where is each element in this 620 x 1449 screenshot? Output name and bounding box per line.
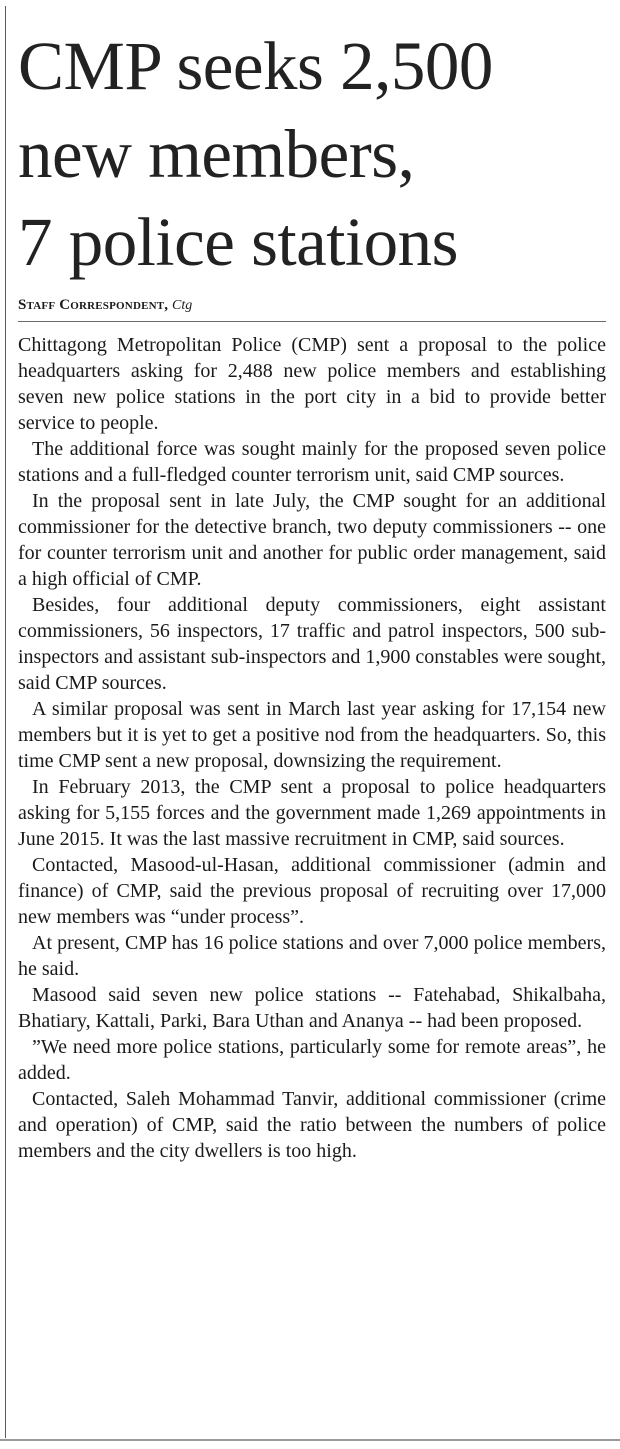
paragraph: Contacted, Saleh Mohammad Tanvir, additional commissioner (crime and operation) of CMP, said the ratio between the numbers of police members and the city dwellers is too high. bbox=[18, 1088, 606, 1162]
paragraph: A similar proposal was sent in March last year asking for 17,154 new members but it is yet to get a positive nod from the headquarters. So, this time CMP sent a new proposal, downsizing the requirement. bbox=[18, 698, 606, 772]
paragraph: Besides, four additional deputy commissioners, eight assistant commissioners, 56 inspectors, 17 traffic and patrol inspectors, 500 sub-inspectors and assistant sub-inspectors and 1,900 constables were sought, said CMP sources. bbox=[18, 594, 606, 694]
byline bbox=[18, 294, 606, 316]
byline-divider bbox=[18, 321, 606, 322]
paragraph: Chittagong Metropolitan Police (CMP) sent a proposal to the police headquarters asking for 2,488 new police members and establishing seven new police stations in the port city in a bid to provide better service to people. bbox=[18, 334, 606, 434]
paragraph: In February 2013, the CMP sent a proposal to police headquarters asking for 5,155 forces and the government made 1,269 appointments in June 2015. It was the last massive recruitment in CMP, said sources. bbox=[18, 776, 606, 850]
column-rule-left bbox=[5, 6, 6, 1438]
paragraph: Masood said seven new police stations -- Fatehabad, Shikalbaha, Bhatiary, Kattali, Parki, Bara Uthan and Ananya -- had been proposed. bbox=[18, 984, 606, 1032]
paragraph: At present, CMP has 16 police stations and over 7,000 police members, he said. bbox=[18, 932, 606, 980]
article bbox=[18, 0, 606, 1164]
paragraph: ”We need more police stations, particularly some for remote areas”, he added. bbox=[18, 1036, 606, 1084]
headline-line-3: 7 police stations bbox=[18, 204, 458, 280]
paragraph: Contacted, Masood-ul-Hasan, additional commissioner (admin and finance) of CMP, said the previous proposal of recruiting over 17,000 new members was “under process”. bbox=[18, 854, 606, 928]
article-body bbox=[18, 332, 606, 1164]
byline-author: Staff Correspondent, bbox=[18, 297, 169, 313]
headline bbox=[18, 0, 606, 286]
headline-line-1: CMP seeks 2,500 bbox=[18, 28, 493, 104]
paragraph: In the proposal sent in late July, the CMP sought for an additional commissioner for the detective branch, two deputy commissioners -- one for counter terrorism unit and another for public order management, said a high official of CMP. bbox=[18, 490, 606, 590]
column-rule-bottom bbox=[0, 1439, 620, 1441]
paragraph: The additional force was sought mainly for the proposed seven police stations and a full-fledged counter terrorism unit, said CMP sources. bbox=[18, 438, 606, 486]
byline-location: Ctg bbox=[172, 298, 193, 313]
headline-line-2: new members, bbox=[18, 116, 415, 192]
